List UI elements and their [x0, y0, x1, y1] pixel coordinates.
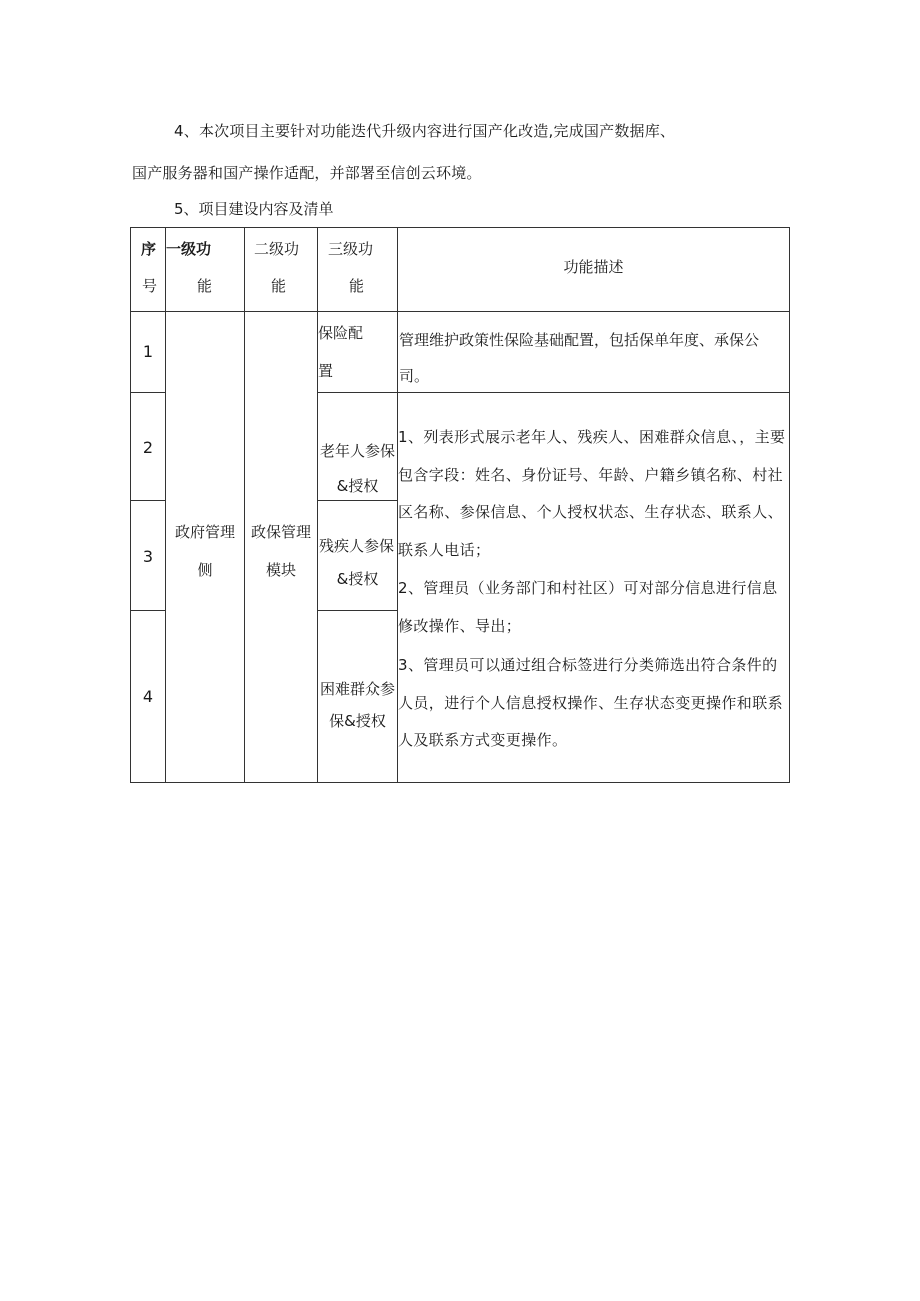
description-item-1: 1、列表形式展示老年人、残疾人、困难群众信息、，主要包含字段：姓名、身份证号、年龄、户籍乡镇名称、村社区名称、参保信息、个人授权状态、生存状态、联系人、联系人电话； [398, 428, 786, 560]
level3-needy-line2: 保&授权 [329, 712, 386, 730]
paragraph-item-5: 5、项目建设内容及清单 [174, 200, 334, 218]
table-border-bottom [130, 782, 790, 783]
row-number-1: 1 [142, 342, 154, 361]
description-item-2: 2、管理员（业务部门和村社区）可对部分信息进行信息修改操作、导出； [398, 579, 778, 635]
header-level3-line2: 能 [349, 277, 365, 295]
level3-elderly-line1: 老年人参保 [320, 442, 396, 460]
row-divider-1-right [317, 392, 790, 393]
header-level1-line2: 能 [197, 277, 213, 295]
row-number-2: 2 [142, 438, 154, 457]
level2-module-line2: 模块 [265, 561, 296, 579]
level1-gov-line2: 侧 [197, 561, 213, 579]
level1-gov-line1: 政府管理 [174, 523, 235, 541]
level3-insurance-config-line2: 置 [318, 362, 334, 380]
level3-insurance-config-line1: 保险配 [318, 324, 364, 342]
row-divider-1-seq [130, 392, 166, 393]
paragraph-item-4-continued: 国产服务器和国产操作适配，并部署至信创云环境。 [132, 164, 482, 182]
level3-needy-line1: 困难群众参 [320, 680, 396, 698]
header-description: 功能描述 [563, 258, 624, 276]
header-level3-line1: 三级功 [328, 240, 374, 258]
description-row1-line1: 管理维护政策性保险基础配置，包括保单年度、承保公 [399, 331, 760, 349]
header-seq-line1: 序 [141, 240, 157, 258]
header-level2-line2: 能 [271, 277, 287, 295]
header-seq-line2: 号 [142, 277, 158, 295]
description-item-3: 3、管理员可以通过组合标签进行分类筛选出符合条件的人员，进行个人信息授权操作、生存状态变更操作和联系人及联系方式变更操作。 [398, 656, 784, 750]
row-number-4: 4 [142, 687, 154, 706]
header-level1-line1: 一级功 [166, 240, 212, 258]
row-divider-3-level3 [317, 610, 398, 611]
row-divider-3-seq [130, 610, 166, 611]
level3-disabled-line1: 残疾人参保 [319, 537, 395, 555]
level3-elderly-line2: &授权 [336, 477, 379, 495]
row-divider-2-seq [130, 500, 166, 501]
level3-disabled-line2: &授权 [336, 570, 379, 588]
level2-module-line1: 政保管理 [250, 523, 311, 541]
description-row1-line2: 司。 [399, 367, 430, 385]
table-border-top [130, 227, 790, 228]
header-level2-line1: 二级功 [254, 240, 300, 258]
paragraph-item-4: 4、本次项目主要针对功能迭代升级内容进行国产化改造,完成国产数据库、 [174, 122, 676, 140]
row-number-3: 3 [142, 547, 154, 566]
project-content-table [130, 227, 790, 783]
row-divider-header [130, 311, 790, 312]
